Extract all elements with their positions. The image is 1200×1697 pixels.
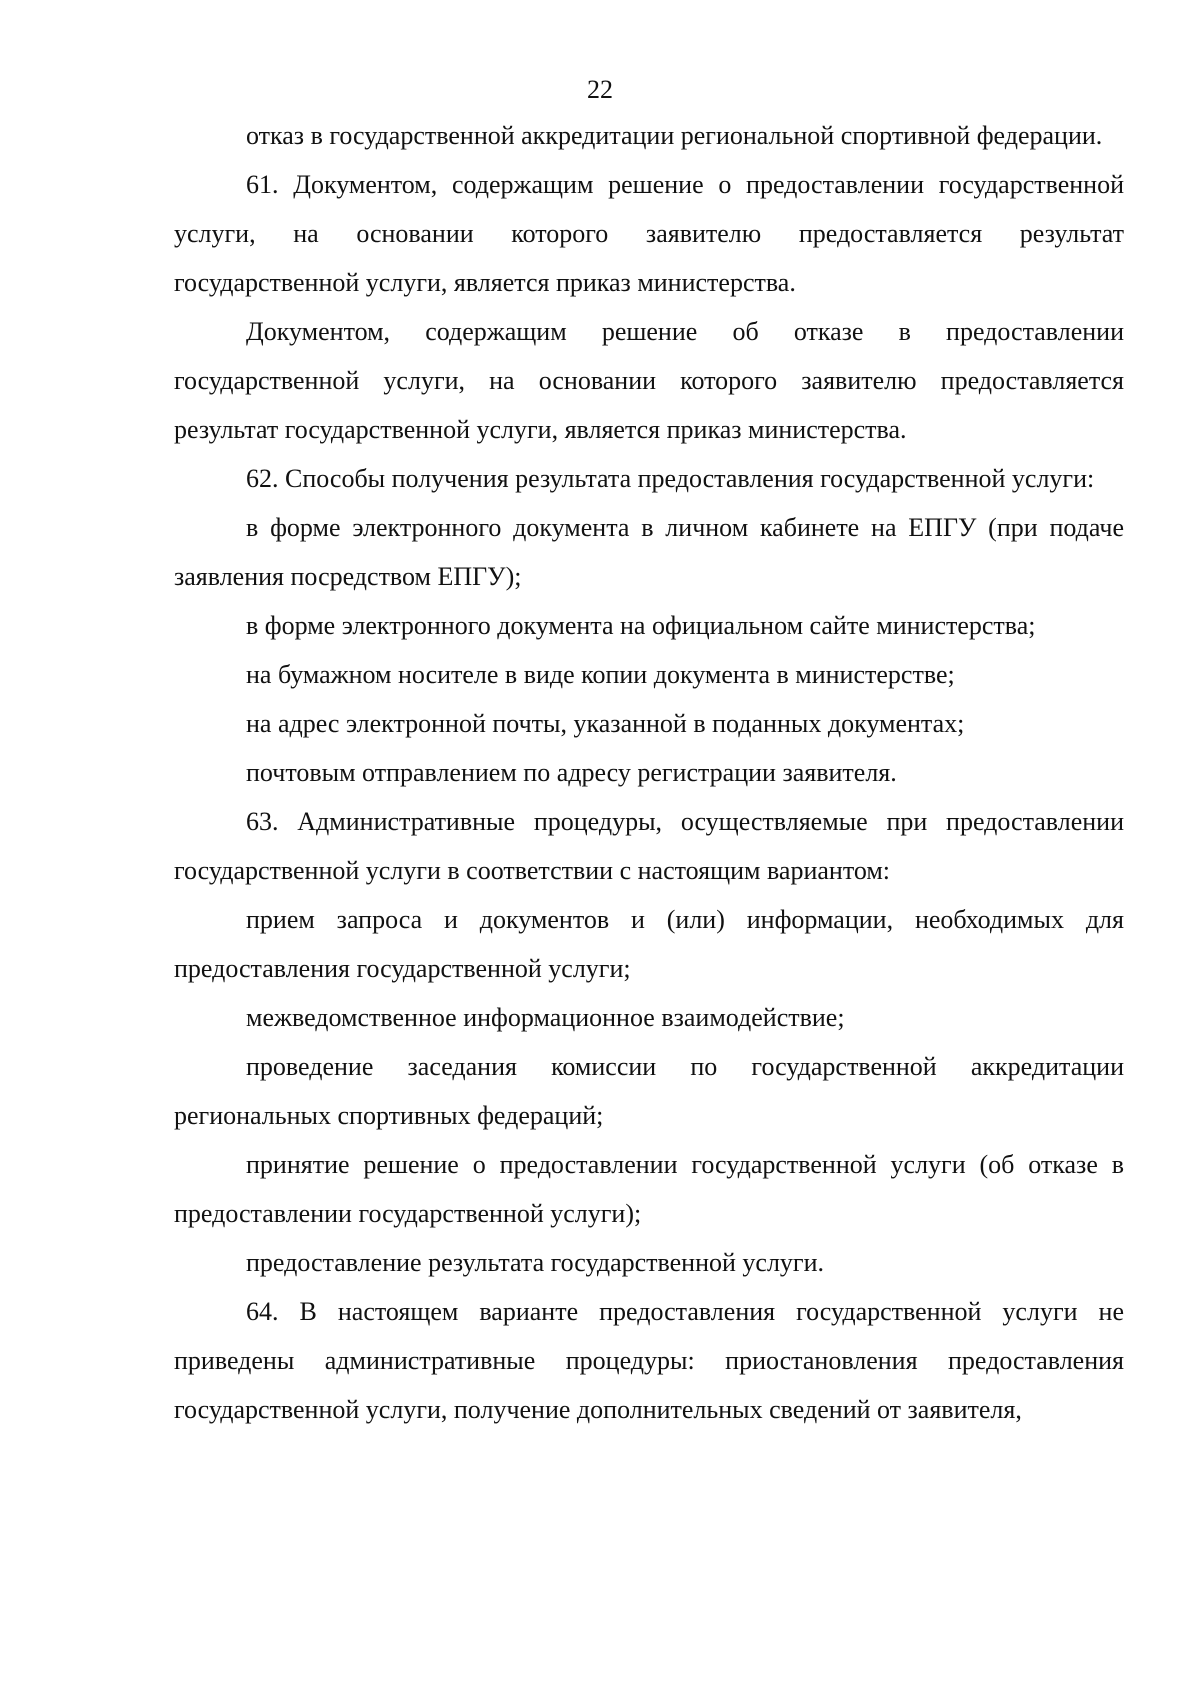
page-number: 22 (587, 75, 613, 104)
paragraph: почтовым отправлением по адресу регистрации заявителя. (246, 758, 897, 787)
paragraph: предоставление результата государственной услуги. (246, 1248, 825, 1277)
document-body (174, 111, 1124, 1434)
paragraph: 64. В настоящем варианте предоставления государственной услуги не приведены административные процедуры: приостановления предоставления государственной услуги, получение дополнительных сведений от заявителя, (174, 1297, 1124, 1424)
paragraph: на бумажном носителе в виде копии документа в министерстве; (246, 660, 955, 689)
paragraph: на адрес электронной почты, указанной в поданных документах; (246, 709, 965, 738)
paragraph: 62. Способы получения результата предоставления государственной услуги: (246, 464, 1095, 493)
paragraph: в форме электронного документа в личном кабинете на ЕПГУ (при подаче заявления посредством ЕПГУ); (174, 513, 1124, 591)
paragraph: прием запроса и документов и (или) информации, необходимых для предоставления государственной услуги; (174, 905, 1124, 983)
paragraph: межведомственное информационное взаимодействие; (246, 1003, 845, 1032)
paragraph: 63. Административные процедуры, осуществляемые при предоставлении государственной услуги в соответствии с настоящим вариантом: (174, 807, 1124, 885)
paragraph: Документом, содержащим решение об отказе в предоставлении государственной услуги, на основании которого заявителю предоставляется результат государственной услуги, является приказ министерства. (174, 317, 1124, 444)
paragraph: принятие решение о предоставлении государственной услуги (об отказе в предоставлении государственной услуги); (174, 1150, 1124, 1228)
paragraph: проведение заседания комиссии по государственной аккредитации региональных спортивных федераций; (174, 1052, 1124, 1130)
paragraph: отказ в государственной аккредитации региональной спортивной федерации. (246, 121, 1103, 150)
paragraph: 61. Документом, содержащим решение о предоставлении государственной услуги, на основании которого заявителю предоставляется результат государственной услуги, является приказ министерства. (174, 170, 1124, 297)
paragraph: в форме электронного документа на официальном сайте министерства; (246, 611, 1036, 640)
